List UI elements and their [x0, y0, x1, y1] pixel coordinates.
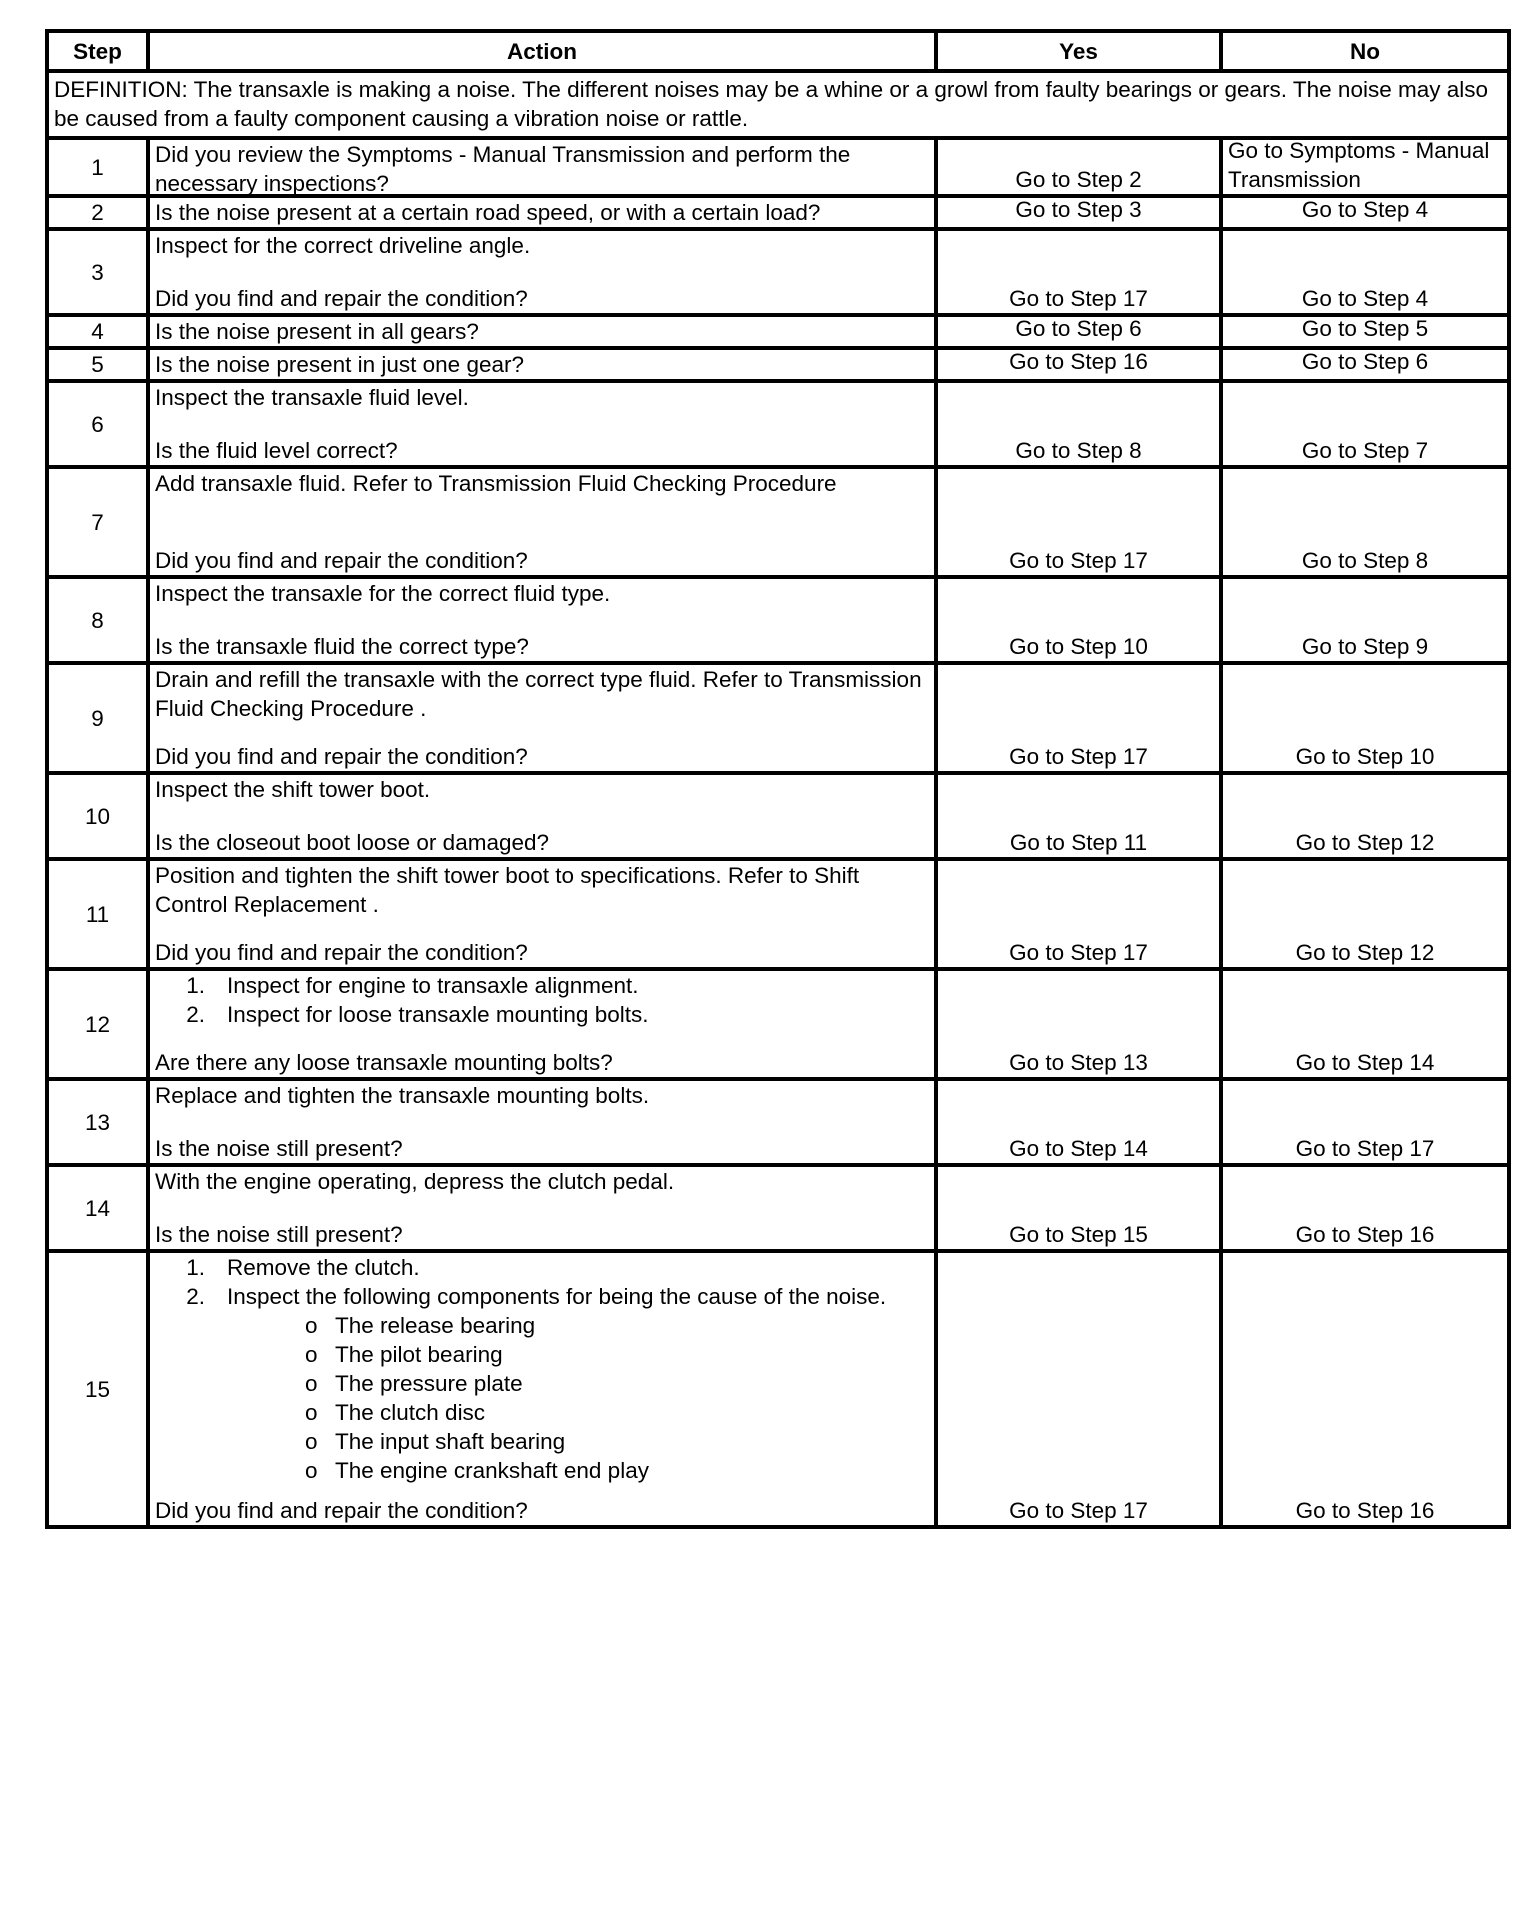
no-outcome: Go to Step 16	[1295, 1222, 1435, 1247]
question-text: Did you find and repair the condition?	[155, 1498, 528, 1523]
no-content	[1223, 1081, 1507, 1163]
numbered-item	[155, 971, 929, 1000]
component-text: The release bearing	[335, 1313, 536, 1338]
no-content	[1223, 350, 1507, 376]
action-content	[155, 1081, 929, 1163]
no-outcome: Go to Step 9	[1301, 634, 1429, 659]
no-content	[1223, 383, 1507, 465]
yes-outcome: Go to Step 11	[1009, 830, 1148, 855]
action-top	[155, 665, 929, 723]
action-top	[155, 861, 929, 919]
no-content	[1223, 775, 1507, 857]
yes-content	[938, 861, 1219, 967]
no-cell	[1221, 773, 1509, 859]
instruction-text: Replace and tighten the transaxle mounting bolts.	[155, 1083, 650, 1108]
no-cell	[1221, 229, 1509, 315]
action-top	[155, 383, 929, 412]
no-content	[1223, 231, 1507, 313]
action-top	[155, 775, 929, 804]
no-cell	[1221, 348, 1509, 381]
yes-content	[938, 231, 1219, 313]
yes-outcome: Go to Step 17	[1009, 940, 1148, 965]
table-row	[47, 1251, 1509, 1527]
bullet-icon: o	[305, 1342, 318, 1367]
no-cell	[1221, 859, 1509, 969]
component-item	[155, 1398, 929, 1427]
numbered-item	[155, 1282, 929, 1311]
action-cell	[148, 1079, 936, 1165]
no-content	[1223, 1253, 1507, 1525]
no-cell	[1221, 381, 1509, 467]
action-cell	[148, 1165, 936, 1251]
yes-content	[938, 775, 1219, 857]
no-outcome: Go to Step 12	[1295, 830, 1435, 855]
no-content	[1223, 469, 1507, 575]
instruction-text: Inspect for the correct driveline angle.	[155, 233, 531, 258]
instruction-text: Inspect the shift tower boot.	[155, 777, 431, 802]
diagnostic-table	[45, 29, 1511, 1529]
item-text: Remove the clutch.	[227, 1255, 420, 1280]
action-content	[155, 1253, 929, 1525]
yes-cell	[936, 315, 1221, 348]
action-content	[155, 350, 929, 376]
yes-outcome: Go to Step 17	[1009, 548, 1148, 573]
yes-cell	[936, 577, 1221, 663]
header-yes: Yes	[936, 31, 1221, 71]
action-cell	[148, 969, 936, 1079]
action-cell	[148, 138, 936, 196]
question-text: Is the fluid level correct?	[155, 438, 398, 463]
table-row	[47, 1165, 1509, 1251]
step-number: 3	[47, 229, 148, 315]
table-row	[47, 577, 1509, 663]
question-text: Is the noise present at a certain road speed, or with a certain load?	[155, 200, 821, 225]
instruction-text: With the engine operating, depress the clutch pedal.	[155, 1169, 675, 1194]
question-text: Is the transaxle fluid the correct type?	[155, 634, 529, 659]
yes-outcome: Go to Step 6	[1015, 316, 1142, 341]
no-outcome: Go to Step 12	[1295, 940, 1435, 965]
table-row	[47, 315, 1509, 348]
no-outcome: Go to Step 16	[1295, 1498, 1435, 1523]
item-text: Inspect the following components for being the cause of the noise.	[227, 1284, 887, 1309]
yes-cell	[936, 196, 1221, 229]
step-number: 7	[47, 467, 148, 577]
table-row	[47, 663, 1509, 773]
no-content	[1223, 317, 1507, 343]
yes-cell	[936, 467, 1221, 577]
yes-cell	[936, 969, 1221, 1079]
no-outcome: Go to Step 17	[1295, 1136, 1435, 1161]
yes-outcome: Go to Step 17	[1009, 744, 1148, 769]
no-content	[1223, 1167, 1507, 1249]
yes-cell	[936, 1165, 1221, 1251]
action-content	[155, 198, 929, 224]
yes-outcome: Go to Step 17	[1009, 1498, 1148, 1523]
bullet-icon: o	[305, 1429, 318, 1454]
action-cell	[148, 348, 936, 381]
step-number: 2	[47, 196, 148, 229]
no-outcome: Go to Symptoms - Manual Transmission	[1228, 138, 1490, 192]
action-top	[155, 971, 929, 1029]
no-content	[1223, 665, 1507, 771]
yes-cell	[936, 229, 1221, 315]
no-cell	[1221, 1079, 1509, 1165]
action-cell	[148, 773, 936, 859]
no-outcome: Go to Step 6	[1301, 349, 1429, 374]
yes-content	[938, 1253, 1219, 1525]
no-outcome: Go to Step 7	[1301, 438, 1429, 463]
yes-outcome: Go to Step 17	[1009, 286, 1148, 311]
question-text: Did you find and repair the condition?	[155, 286, 528, 311]
table-row	[47, 229, 1509, 315]
action-top	[155, 1167, 929, 1196]
yes-content	[938, 140, 1219, 194]
no-outcome: Go to Step 8	[1301, 548, 1429, 573]
question-text: Did you find and repair the condition?	[155, 744, 528, 769]
step-number: 8	[47, 577, 148, 663]
yes-outcome: Go to Step 2	[1015, 167, 1142, 192]
item-number: 1.	[186, 1255, 205, 1280]
question-text: Is the noise still present?	[155, 1136, 403, 1161]
yes-cell	[936, 381, 1221, 467]
definition-text: DEFINITION: The transaxle is making a noise. The different noises may be a whine or a growl from faulty bearings or gears. The noise may also be caused from a faulty component causing a vibration noise or rattle.	[47, 71, 1509, 138]
action-content	[155, 469, 929, 575]
action-cell	[148, 229, 936, 315]
yes-content	[938, 579, 1219, 661]
action-content	[155, 140, 929, 194]
question-text: Is the noise still present?	[155, 1222, 403, 1247]
action-content	[155, 231, 929, 313]
action-cell	[148, 381, 936, 467]
no-outcome: Go to Step 14	[1295, 1050, 1435, 1075]
item-text: Inspect for engine to transaxle alignment.	[227, 973, 639, 998]
action-cell	[148, 315, 936, 348]
table-row	[47, 969, 1509, 1079]
action-content	[155, 317, 929, 343]
no-outcome: Go to Step 4	[1301, 197, 1429, 222]
table-row	[47, 381, 1509, 467]
yes-content	[938, 469, 1219, 575]
yes-outcome: Go to Step 3	[1015, 197, 1142, 222]
table-row	[47, 859, 1509, 969]
no-content	[1223, 579, 1507, 661]
item-number: 2.	[186, 1002, 205, 1027]
instruction-text: Position and tighten the shift tower boot to specifications. Refer to Shift Control Replacement .	[155, 863, 860, 917]
step-number: 1	[47, 138, 148, 196]
yes-content	[938, 665, 1219, 771]
no-cell	[1221, 138, 1509, 196]
yes-outcome: Go to Step 13	[1009, 1050, 1148, 1075]
yes-outcome: Go to Step 14	[1009, 1136, 1148, 1161]
instruction-text: Inspect the transaxle fluid level.	[155, 385, 469, 410]
numbered-item	[155, 1253, 929, 1282]
action-content	[155, 383, 929, 465]
no-content	[1223, 140, 1507, 194]
no-content	[1223, 971, 1507, 1077]
yes-outcome: Go to Step 10	[1009, 634, 1148, 659]
component-text: The engine crankshaft end play	[335, 1458, 649, 1483]
component-item	[155, 1427, 929, 1456]
header-step: Step	[47, 31, 148, 71]
component-text: The input shaft bearing	[335, 1429, 566, 1454]
no-cell	[1221, 315, 1509, 348]
bullet-icon: o	[305, 1400, 318, 1425]
no-cell	[1221, 969, 1509, 1079]
table-row	[47, 348, 1509, 381]
action-top	[155, 469, 929, 498]
no-outcome: Go to Step 4	[1301, 286, 1429, 311]
header-row	[47, 31, 1509, 71]
action-cell	[148, 196, 936, 229]
step-number: 12	[47, 969, 148, 1079]
table-row	[47, 138, 1509, 196]
yes-content	[938, 198, 1219, 224]
step-number: 13	[47, 1079, 148, 1165]
action-top	[155, 1253, 929, 1485]
action-content	[155, 971, 929, 1077]
no-content	[1223, 861, 1507, 967]
table-row	[47, 773, 1509, 859]
instruction-text: Inspect the transaxle for the correct fluid type.	[155, 581, 611, 606]
no-cell	[1221, 577, 1509, 663]
bullet-icon: o	[305, 1371, 318, 1396]
yes-outcome: Go to Step 15	[1009, 1222, 1148, 1247]
header-no: No	[1221, 31, 1509, 71]
yes-content	[938, 1081, 1219, 1163]
component-item	[155, 1369, 929, 1398]
action-content	[155, 1167, 929, 1249]
no-outcome: Go to Step 5	[1301, 316, 1429, 341]
action-top	[155, 579, 929, 608]
action-top	[155, 1081, 929, 1110]
yes-content	[938, 383, 1219, 465]
question-text: Is the noise present in just one gear?	[155, 352, 524, 377]
yes-cell	[936, 859, 1221, 969]
action-cell	[148, 467, 936, 577]
action-content	[155, 665, 929, 771]
no-cell	[1221, 196, 1509, 229]
bullet-icon: o	[305, 1313, 318, 1338]
component-item	[155, 1340, 929, 1369]
numbered-item	[155, 1000, 929, 1029]
component-item	[155, 1311, 929, 1340]
question-text: Did you find and repair the condition?	[155, 548, 528, 573]
table-row	[47, 467, 1509, 577]
yes-content	[938, 317, 1219, 343]
question-text: Are there any loose transaxle mounting bolts?	[155, 1050, 613, 1075]
component-text: The clutch disc	[335, 1400, 486, 1425]
no-content	[1223, 198, 1507, 224]
step-number: 15	[47, 1251, 148, 1527]
table-body	[47, 71, 1509, 1527]
step-number: 5	[47, 348, 148, 381]
action-content	[155, 861, 929, 967]
item-number: 2.	[186, 1284, 205, 1309]
yes-outcome: Go to Step 8	[1015, 438, 1142, 463]
question-text: Did you review the Symptoms - Manual Transmission and perform the necessary inspections?	[155, 142, 851, 196]
action-cell	[148, 859, 936, 969]
no-cell	[1221, 1251, 1509, 1527]
step-number: 14	[47, 1165, 148, 1251]
action-cell	[148, 663, 936, 773]
question-text: Did you find and repair the condition?	[155, 940, 528, 965]
no-cell	[1221, 663, 1509, 773]
no-cell	[1221, 1165, 1509, 1251]
yes-content	[938, 1167, 1219, 1249]
yes-cell	[936, 138, 1221, 196]
yes-cell	[936, 773, 1221, 859]
step-number: 6	[47, 381, 148, 467]
yes-content	[938, 971, 1219, 1077]
yes-cell	[936, 348, 1221, 381]
component-text: The pilot bearing	[335, 1342, 503, 1367]
step-number: 11	[47, 859, 148, 969]
step-number: 9	[47, 663, 148, 773]
bullet-icon: o	[305, 1458, 318, 1483]
action-cell	[148, 577, 936, 663]
no-cell	[1221, 467, 1509, 577]
table-row	[47, 1079, 1509, 1165]
item-number: 1.	[186, 973, 205, 998]
definition-row	[47, 71, 1509, 138]
yes-cell	[936, 1079, 1221, 1165]
question-text: Is the noise present in all gears?	[155, 319, 479, 344]
step-number: 4	[47, 315, 148, 348]
instruction-text: Drain and refill the transaxle with the correct type fluid. Refer to Transmission Fluid Checking Procedure .	[155, 667, 922, 721]
table-row	[47, 196, 1509, 229]
no-outcome: Go to Step 10	[1295, 744, 1435, 769]
yes-cell	[936, 663, 1221, 773]
yes-cell	[936, 1251, 1221, 1527]
yes-content	[938, 350, 1219, 376]
action-content	[155, 579, 929, 661]
header-action: Action	[148, 31, 936, 71]
action-cell	[148, 1251, 936, 1527]
yes-outcome: Go to Step 16	[1009, 349, 1148, 374]
item-text: Inspect for loose transaxle mounting bolts.	[227, 1002, 649, 1027]
step-number: 10	[47, 773, 148, 859]
component-item	[155, 1456, 929, 1485]
action-top	[155, 231, 929, 260]
instruction-text: Add transaxle fluid. Refer to Transmission Fluid Checking Procedure	[155, 471, 837, 496]
component-text: The pressure plate	[335, 1371, 523, 1396]
action-content	[155, 775, 929, 857]
question-text: Is the closeout boot loose or damaged?	[155, 830, 550, 855]
